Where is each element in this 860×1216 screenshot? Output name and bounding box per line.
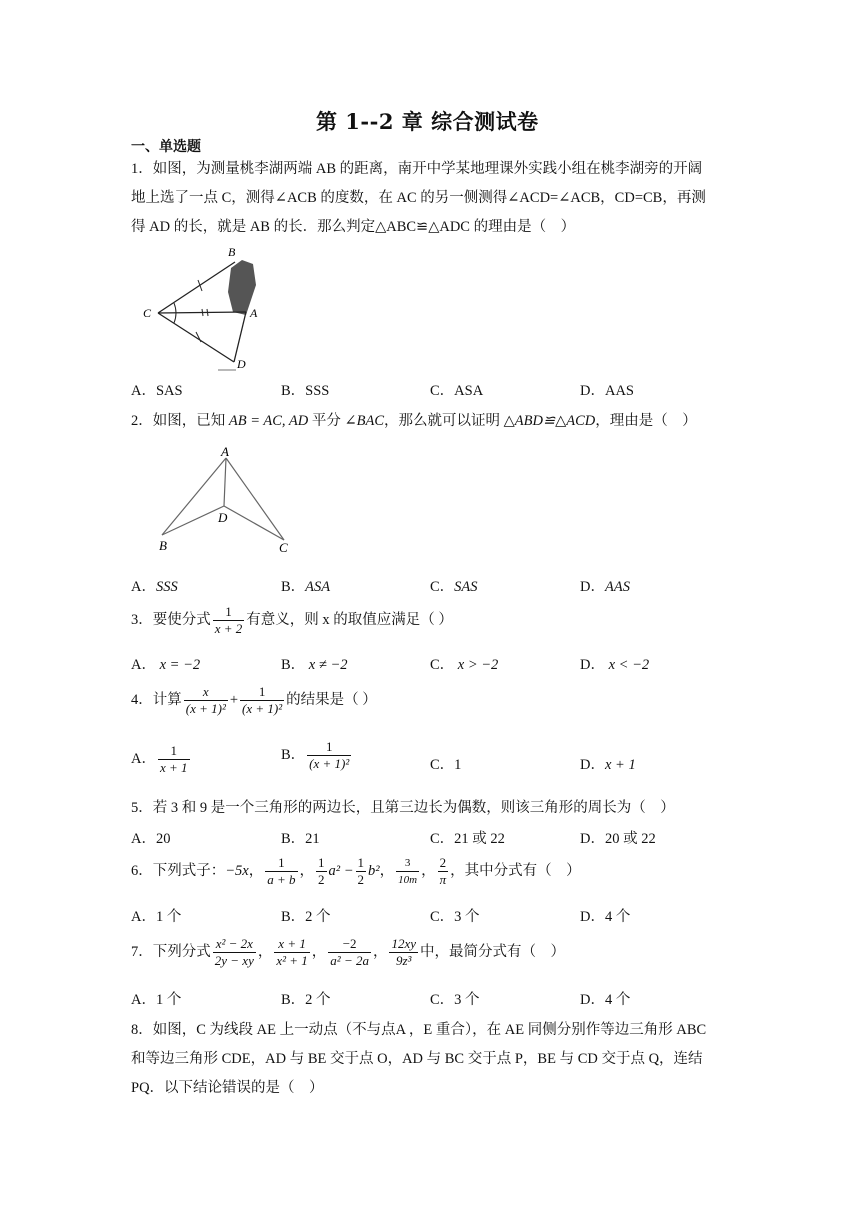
q6-option-c: C．3 个: [430, 909, 480, 925]
page-title: 第 1--2 章 综合测试卷: [316, 109, 539, 134]
q8-line3: PQ．以下结论错误的是（ ）: [131, 1080, 324, 1096]
q8-line1: 8．如图，C 为线段 AE 上一动点（不与点A ，E 重合），在 AE 同侧分别作等边三角形 ABC: [131, 1022, 707, 1038]
q1-line2: 地上选了一点 C，测得∠ACB 的度数，在 AC 的另一侧测得∠ACD=∠ACB，CD=CB，再测: [131, 190, 706, 206]
fig2-label-D: D: [218, 510, 228, 525]
q5-option-d: D．20 或 22: [580, 831, 656, 847]
fig2-label-A: A: [221, 444, 229, 459]
q3-option-c: C． x > −2: [430, 657, 499, 673]
q2-option-a: A．SSS: [131, 579, 178, 595]
q6-option-d: D．4 个: [580, 909, 631, 925]
q1-option-b: B．SSS: [281, 383, 330, 399]
q4-option-c: C．1: [430, 757, 462, 773]
q1-option-a: A．SAS: [131, 383, 183, 399]
q5-option-b: B．21: [281, 831, 320, 847]
section-heading: 一、单选题: [131, 140, 201, 155]
q2-stem: 2．如图，已知 AB = AC, AD 平分 ∠BAC，那么就可以证明 △ABD≌△ACD，理由是（ ）: [131, 413, 697, 429]
q4-option-d: D．x + 1: [580, 757, 636, 773]
q2-option-c: C．SAS: [430, 579, 478, 595]
q3-option-a: A． x = −2: [131, 657, 201, 673]
q3-stem: 3．要使分式 $\frac{1}{x + 2}$ 有意义，则 x 的取值应满足（ ）: [131, 604, 453, 636]
q7-option-b: B．2 个: [281, 992, 331, 1008]
fig2-label-C: C: [279, 540, 288, 555]
q6-option-b: B．2 个: [281, 909, 331, 925]
q1-line3: 得 AD 的长，就是 AB 的长．那么判定△ABC≌△ADC 的理由是（ ）: [131, 219, 576, 235]
q3-option-b: B． x ≠ −2: [281, 657, 348, 673]
q7-stem: 7．下列分式 $\frac{\text{x² − 2x}}{2y - xy}$ ， $\frac{x + 1}{\text{x² + 1}}$ ， $\frac{-2}{\text{a² − 2a}}$ ， $\frac{12xy}{\text{9z³}}$ 中，最简分式有（ ）: [131, 936, 566, 968]
q4-option-a: A． $\frac{1}{x + 1}$: [131, 743, 188, 775]
q5-option-a: A．20: [131, 831, 171, 847]
q5-stem: 5．若 3 和 9 是一个三角形的两边长，且第三边长为偶数，则该三角形的周长为（ ）: [131, 800, 675, 816]
q4-option-b: B． $\frac{1}{\text{(x + 1)²}}$: [281, 739, 350, 771]
q2-figure: [150, 440, 300, 558]
fig2-label-B: B: [159, 538, 167, 553]
q8-line2: 和等边三角形 CDE，AD 与 BE 交于点 O，AD 与 BC 交于点 P，BE 与 CD 交于点 Q，连结: [131, 1051, 703, 1067]
q1-option-c: C．ASA: [430, 383, 484, 399]
q1-option-d: D．AAS: [580, 383, 634, 399]
q5-option-c: C．21 或 22: [430, 831, 505, 847]
fig1-label-B: B: [228, 245, 236, 259]
q6-stem: 6．下列式子：−5x， $\frac{1}{a + b}$ ， $\frac{1}{2}$ a² − $\frac{1}{2}$ b²， $\frac{3}{10m}$ ， $\frac{2}{\pi}$ ，其中分式有（ ）: [131, 855, 581, 887]
q7-option-c: C．3 个: [430, 992, 480, 1008]
q2-option-b: B．ASA: [281, 579, 331, 595]
fig1-label-C: C: [143, 306, 152, 320]
q1-line1: 1．如图，为测量桃李湖两端 AB 的距离，南开中学某地理课外实践小组在桃李湖旁的开阔: [131, 161, 703, 177]
q7-option-a: A．1 个: [131, 992, 182, 1008]
q1-figure: [138, 240, 278, 375]
q7-option-d: D．4 个: [580, 992, 631, 1008]
q2-option-d: D．AAS: [580, 579, 630, 595]
fig1-label-A: A: [250, 306, 258, 320]
q6-option-a: A．1 个: [131, 909, 182, 925]
q3-option-d: D． x < −2: [580, 657, 650, 673]
q4-stem: 4．计算 $\frac{x}{\text{(x + 1)²}}$ + $\frac{1}{\text{(x + 1)²}}$ 的结果是（ ）: [131, 684, 377, 716]
fig1-label-D: D: [237, 357, 246, 371]
